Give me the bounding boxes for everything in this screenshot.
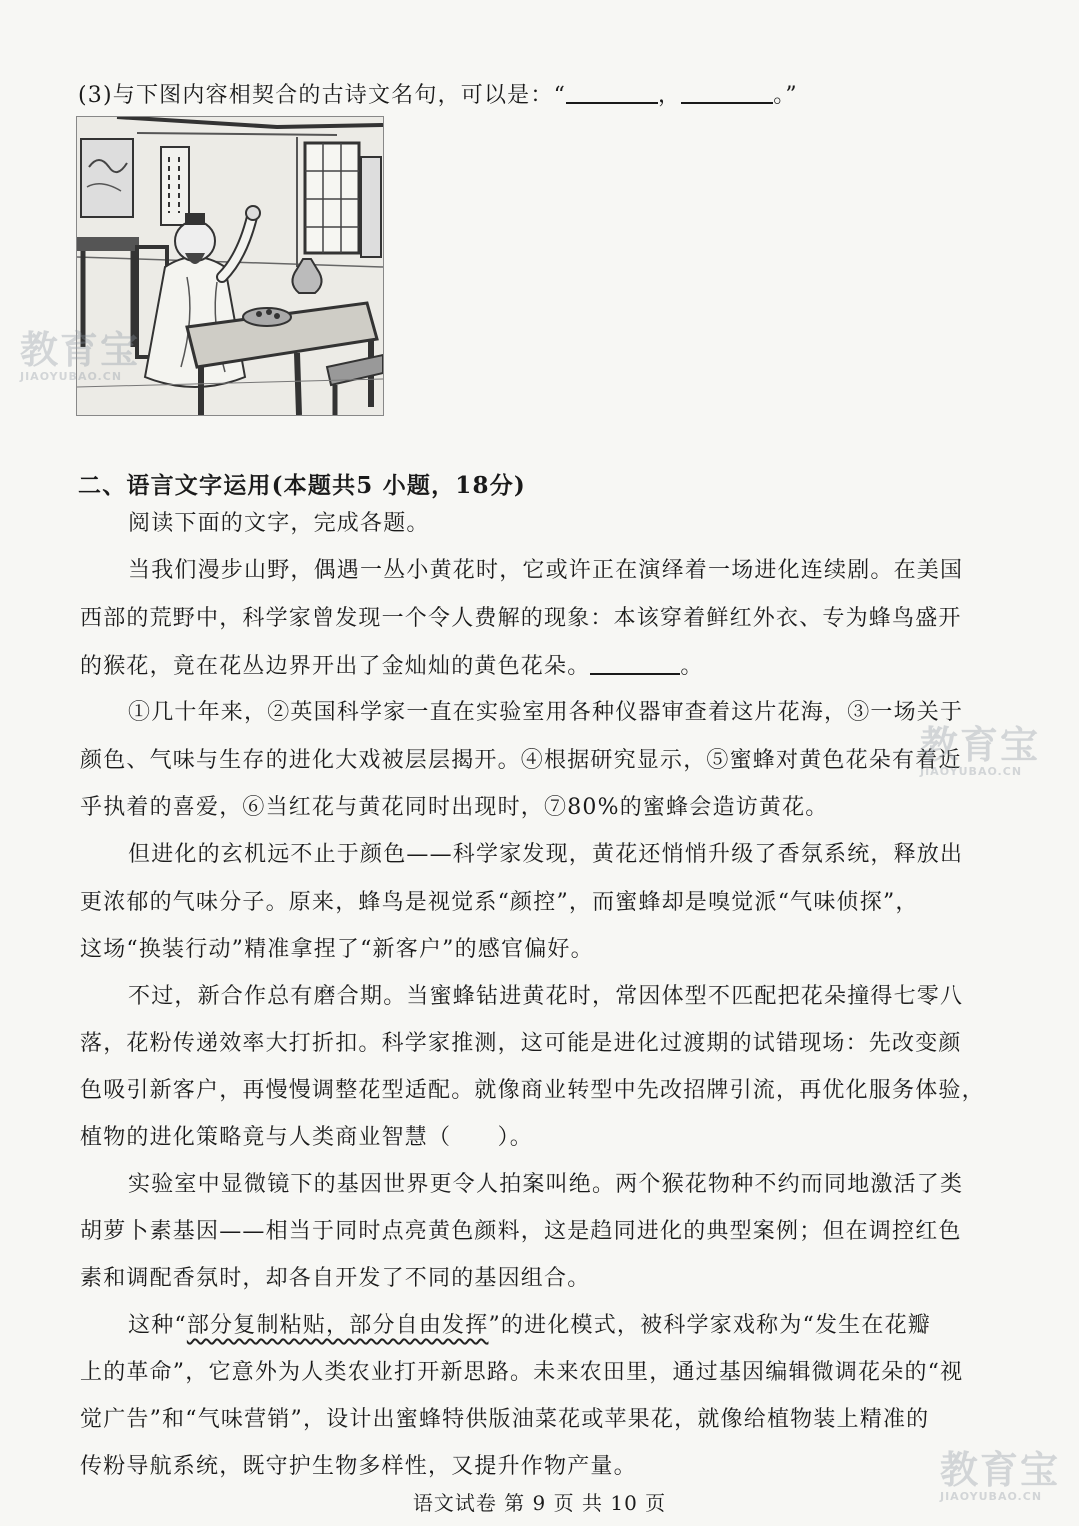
question-3-prefix: (3)与下图内容相契合的古诗文名句，可以是：“: [78, 83, 567, 108]
passage-text: ”的进化模式，被科学家戏称为“发生在花瓣: [488, 1313, 931, 1338]
passage-line: 传粉导航系统，既守护生物多样性，又提升作物产量。: [80, 1454, 637, 1479]
question-3-suffix: 。”: [773, 83, 798, 108]
passage-line: 西部的荒野中，科学家曾发现一个令人费解的现象：本该穿着鲜红外衣、专为蜂鸟盛开: [80, 606, 962, 631]
passage-line: 更浓郁的气味分子。原来，蜂鸟是视觉系“颜控”，而蜜蜂却是嗅觉派“气味侦探”，: [80, 890, 919, 915]
passage-text: 的猴花，竟在花丛边界开出了金灿灿的黄色花朵。: [80, 654, 591, 679]
watermark-brand: 教育宝: [20, 328, 141, 372]
passage-line: 落，花粉传递效率大打折扣。科学家推测，这可能是进化过渡期的试错现场：先改变颜: [80, 1031, 962, 1056]
passage-line: ①几十年来，②英国科学家一直在实验室用各种仪器审查着这片花海，③一场关于: [128, 700, 964, 725]
question-3-sep: ，: [658, 83, 682, 108]
answer-blank-1[interactable]: [566, 82, 658, 104]
watermark-logo: [920, 725, 1040, 778]
watermark-brand: 教育宝: [940, 1448, 1061, 1492]
passage-line: 乎执着的喜爱，⑥当红花与黄花同时出现时，⑦80%的蜜蜂会造访黄花。: [80, 795, 829, 820]
passage-line: 实验室中显微镜下的基因世界更令人拍案叫绝。两个猴花物种不约而同地激活了类: [128, 1172, 964, 1197]
passage-line: 素和调配香氛时，却各自开发了不同的基因组合。: [80, 1266, 591, 1291]
passage-text: 这种“: [128, 1313, 187, 1338]
passage-line: 当我们漫步山野，偶遇一丛小黄花时，它或许正在演绎着一场进化连续剧。在美国: [128, 558, 964, 583]
answer-blank-2[interactable]: [681, 82, 773, 104]
passage-line: 植物的进化策略竟与人类商业智慧（ ）。: [80, 1125, 534, 1150]
watermark-url: JIAOYUBAO.CN: [940, 1490, 1043, 1503]
passage-line: 不过，新合作总有磨合期。当蜜蜂钻进黄花时，常因体型不匹配把花朵撞得七零八: [128, 984, 964, 1009]
passage-line: 颜色、气味与生存的进化大戏被层层揭开。④根据研究显示，⑤蜜蜂对黄色花朵有着近: [80, 748, 962, 773]
passage-line: [128, 1310, 931, 1342]
sentence-blank[interactable]: [590, 653, 680, 675]
passage-line: 但进化的玄机远不止于颜色——科学家发现，黄花还悄悄升级了香氛系统，释放出: [128, 842, 964, 867]
passage-line: 这场“换装行动”精准拿捏了“新客户”的感官偏好。: [80, 937, 594, 962]
passage-line: 觉广告”和“气味营销”，设计出蜜蜂特供版油菜花或苹果花，就像给植物装上精准的: [80, 1407, 930, 1432]
section-2-title: 二、语言文字运用(本题共5 小题，18分): [78, 472, 526, 499]
passage-text: 。: [680, 654, 704, 679]
watermark-brand: 教育宝: [920, 723, 1041, 767]
page-footer: 语文试卷 第 9 页 共 10 页: [412, 1491, 667, 1515]
passage-line: [80, 651, 704, 683]
watermark-logo: [940, 1450, 1060, 1503]
question-3: [78, 80, 798, 112]
watermark-logo: [20, 330, 140, 383]
passage-line: 胡萝卜素基因——相当于同时点亮黄色颜料，这是趋同进化的典型案例；但在调控红色: [80, 1219, 962, 1244]
watermark-url: JIAOYUBAO.CN: [920, 765, 1023, 778]
instruction-line: 阅读下面的文字，完成各题。: [128, 511, 430, 536]
passage-line: 色吸引新客户，再慢慢调整花型适配。就像商业转型中先改招牌引流，再优化服务体验，: [80, 1078, 985, 1103]
wavy-underlined-phrase: 部分复制粘贴，部分自由发挥: [186, 1313, 489, 1338]
passage-line: 上的革命”，它意外为人类农业打开新思路。未来农田里，通过基因编辑微调花朵的“视: [80, 1360, 964, 1385]
watermark-url: JIAOYUBAO.CN: [20, 370, 123, 383]
